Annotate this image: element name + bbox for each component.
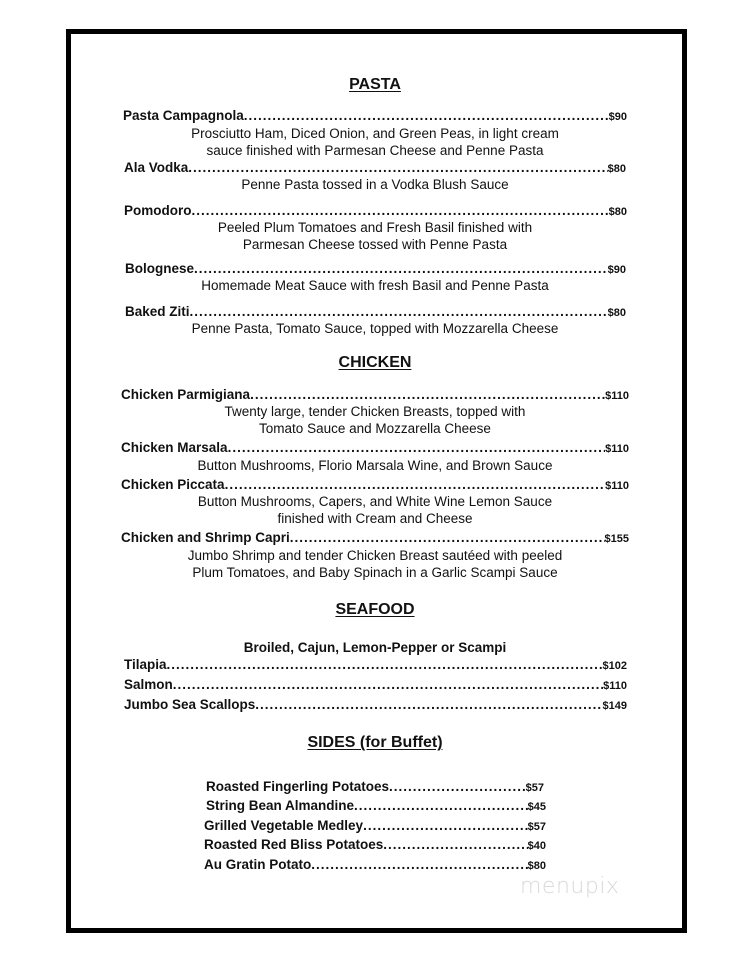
menu-item bbox=[124, 203, 627, 218]
leader-dots bbox=[192, 203, 609, 218]
item-price: $110 bbox=[605, 443, 629, 455]
item-name: String Bean Almandine bbox=[206, 798, 355, 813]
item-name: Pasta Campagnola bbox=[123, 108, 244, 123]
item-description: Button Mushrooms, Capers, and White Wine Lemon Sauce bbox=[197, 494, 553, 509]
section-heading-chicken: CHICKEN bbox=[338, 354, 412, 371]
item-price: $155 bbox=[604, 533, 629, 545]
leader-dots bbox=[228, 440, 606, 455]
leader-dots bbox=[167, 657, 603, 672]
item-price: $149 bbox=[602, 700, 627, 712]
item-price: $110 bbox=[603, 680, 627, 692]
item-price: $80 bbox=[527, 860, 546, 872]
item-price: $102 bbox=[602, 660, 627, 672]
item-name: Chicken Parmigiana bbox=[121, 387, 251, 402]
menu-item bbox=[124, 697, 627, 712]
section-heading-seafood: SEAFOOD bbox=[335, 601, 415, 618]
menu-item bbox=[206, 798, 546, 813]
item-price: $80 bbox=[607, 307, 626, 319]
menu-item bbox=[125, 304, 626, 319]
item-name: Jumbo Sea Scallops bbox=[124, 697, 256, 712]
item-price: $110 bbox=[605, 480, 629, 492]
item-name: Bolognese bbox=[125, 261, 195, 276]
leader-dots bbox=[250, 387, 605, 402]
item-description: sauce finished with Parmesan Cheese and Penne Pasta bbox=[206, 143, 544, 158]
menupix-watermark: menupix bbox=[520, 874, 620, 899]
item-price: $90 bbox=[608, 111, 627, 123]
item-name: Chicken and Shrimp Capri bbox=[121, 530, 290, 545]
item-name: Roasted Fingerling Potatoes bbox=[206, 779, 390, 794]
leader-dots bbox=[290, 530, 605, 545]
item-name: Tilapia bbox=[124, 657, 167, 672]
menu-item bbox=[121, 477, 629, 492]
section-heading-sides: SIDES (for Buffet) bbox=[307, 734, 443, 751]
seafood-preparation-options: Broiled, Cajun, Lemon-Pepper or Scampi bbox=[243, 640, 507, 655]
menu-item bbox=[121, 530, 629, 545]
item-price: $40 bbox=[527, 840, 546, 852]
item-name: Au Gratin Potato bbox=[204, 857, 312, 872]
menu-item bbox=[125, 261, 626, 276]
leader-dots bbox=[190, 304, 608, 319]
menu-item bbox=[204, 818, 546, 833]
menu-item bbox=[204, 837, 546, 852]
item-name: Roasted Red Bliss Potatoes bbox=[204, 837, 384, 852]
leader-dots bbox=[354, 798, 528, 813]
leader-dots bbox=[255, 697, 602, 712]
leader-dots bbox=[244, 108, 609, 123]
item-description: Penne Pasta, Tomato Sauce, topped with Mozzarella Cheese bbox=[191, 321, 559, 336]
item-name: Chicken Piccata bbox=[121, 477, 225, 492]
menu-item bbox=[206, 779, 544, 794]
item-description: Parmesan Cheese tossed with Penne Pasta bbox=[242, 237, 508, 252]
item-description: Prosciutto Ham, Diced Onion, and Green Peas, in light cream bbox=[191, 126, 559, 141]
item-name: Grilled Vegetable Medley bbox=[204, 818, 364, 833]
leader-dots bbox=[173, 677, 603, 692]
menu-item bbox=[124, 160, 626, 175]
item-description: finished with Cream and Cheese bbox=[277, 511, 473, 526]
item-name: Pomodoro bbox=[124, 203, 192, 218]
item-name: Chicken Marsala bbox=[121, 440, 228, 455]
item-description: Plum Tomatoes, and Baby Spinach in a Garlic Scampi Sauce bbox=[192, 565, 558, 580]
item-price: $80 bbox=[607, 163, 626, 175]
menu-item bbox=[121, 387, 629, 402]
item-description: Penne Pasta tossed in a Vodka Blush Sauce bbox=[241, 177, 509, 192]
item-price: $110 bbox=[605, 390, 629, 402]
item-description: Jumbo Shrimp and tender Chicken Breast sautéed with peeled bbox=[187, 548, 563, 563]
item-description: Button Mushrooms, Florio Marsala Wine, and Brown Sauce bbox=[197, 458, 553, 473]
item-price: $80 bbox=[608, 206, 627, 218]
menu-item bbox=[124, 657, 627, 672]
leader-dots bbox=[311, 857, 527, 872]
item-name: Salmon bbox=[124, 677, 173, 692]
item-name: Ala Vodka bbox=[124, 160, 189, 175]
item-price: $57 bbox=[525, 782, 544, 794]
leader-dots bbox=[225, 477, 606, 492]
leader-dots bbox=[188, 160, 607, 175]
item-description: Peeled Plum Tomatoes and Fresh Basil finished with bbox=[217, 220, 533, 235]
leader-dots bbox=[389, 779, 526, 794]
item-price: $45 bbox=[527, 801, 546, 813]
item-description: Tomato Sauce and Mozzarella Cheese bbox=[259, 421, 491, 436]
item-description: Twenty large, tender Chicken Breasts, topped with bbox=[224, 404, 526, 419]
menu-item bbox=[124, 677, 627, 692]
leader-dots bbox=[194, 261, 608, 276]
menu-item bbox=[121, 440, 629, 455]
section-heading-pasta: PASTA bbox=[349, 76, 401, 93]
item-price: $57 bbox=[527, 821, 546, 833]
menu-item bbox=[204, 857, 546, 872]
leader-dots bbox=[383, 837, 527, 852]
item-description: Homemade Meat Sauce with fresh Basil and Penne Pasta bbox=[201, 278, 549, 293]
menu-item bbox=[123, 108, 627, 123]
leader-dots bbox=[363, 818, 528, 833]
item-price: $90 bbox=[607, 264, 626, 276]
item-name: Baked Ziti bbox=[125, 304, 190, 319]
